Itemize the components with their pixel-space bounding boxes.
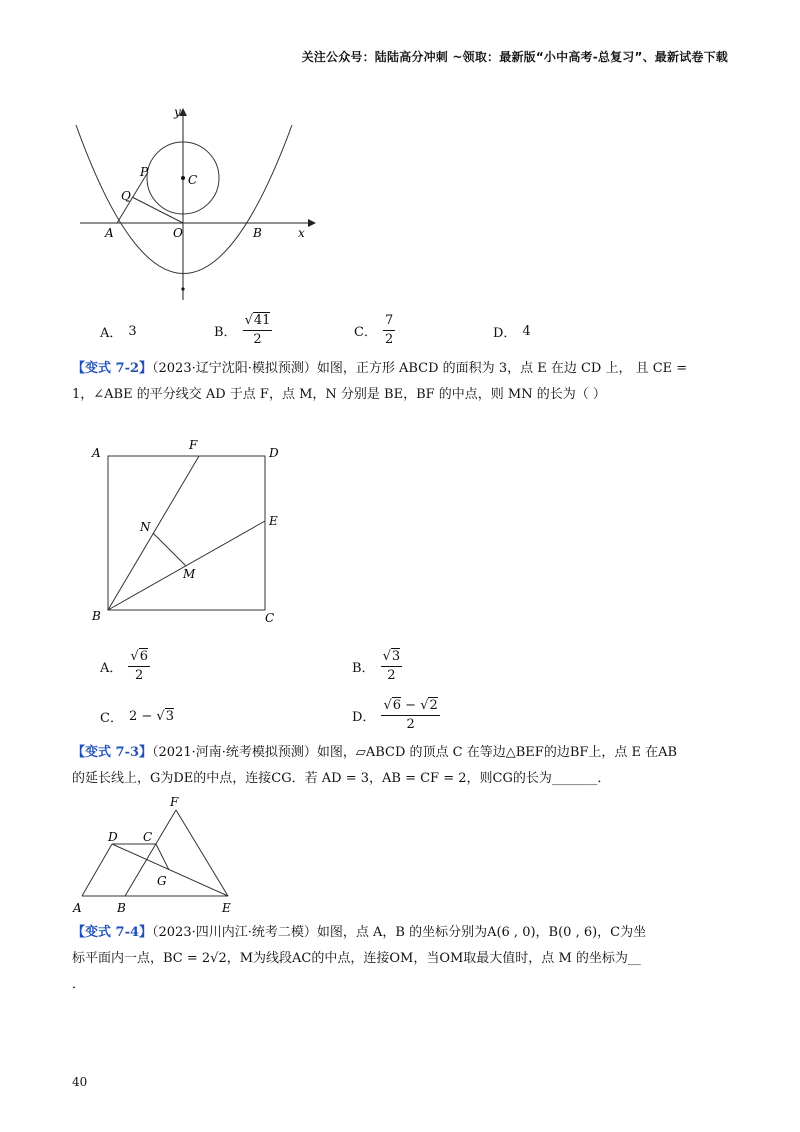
q1-option-d: D． 4 <box>493 324 531 341</box>
figure-parallelogram <box>70 796 250 918</box>
label-a: A <box>105 226 114 240</box>
point-bottom <box>181 287 184 290</box>
page-number: 40 <box>72 1075 88 1089</box>
x-arrow <box>308 219 316 227</box>
figure-square <box>86 436 296 631</box>
label-e: E <box>269 514 278 528</box>
q72-option-a: A． $\frac{√6}{2}$ <box>100 649 148 683</box>
label-f: F <box>189 438 198 452</box>
label-d: D <box>108 830 118 844</box>
label-d: D <box>269 446 279 460</box>
segment-be <box>108 521 265 610</box>
q72-option-b: B． $\frac{√3}{2}$ <box>352 649 401 683</box>
label-b: B <box>253 226 262 240</box>
q72-text: 【变式 7-2】（2023·辽宁沈阳·模拟预测）如图，正方形 ABCD 的面积为 3，点 E 在边 CD 上， 且 CE = 1，∠ABE 的平分线交 AD 于点 F，点 M，N 分别是 BE，BF 的中点，则 MN 的长为（ ） <box>72 361 688 402</box>
label-f: F <box>170 796 179 809</box>
q1-option-b: B． $\frac{√41}{2}$ <box>214 313 271 347</box>
q72-option-c: C． 2 − √3 <box>100 709 174 726</box>
segment-nm <box>153 533 186 566</box>
label-c: C <box>265 611 275 625</box>
label-a: A <box>73 901 82 915</box>
q1-option-c: C． $\frac{7}{2}$ <box>354 313 394 347</box>
q74-text: 【变式 7-4】（2023·四川内江·统考二模）如图，点 A，B 的坐标分别为A(6 , 0)，B(0 , 6)，C为坐 标平面内一点，BC = 2√2，M为线段AC的中点，连接OM，当OM取最大值时，点 M 的坐标为__ ． <box>72 925 647 992</box>
label-n: N <box>140 520 151 534</box>
label-c: C <box>143 830 153 844</box>
segment-fe <box>176 810 228 896</box>
label-o: O <box>173 226 183 240</box>
q73-tag: 【变式 7-3】 <box>72 745 153 760</box>
segment-qo <box>132 197 183 223</box>
page-header: 关注公众号：陆陆高分冲刺 ~领取：最新版“小中高考-总复习”、最新试卷下载 <box>301 50 728 64</box>
label-q: Q <box>121 189 131 203</box>
figure-parabola-circle <box>70 100 320 310</box>
q72-option-d: D． $\frac{√6 - √2}{2}$ <box>352 698 438 732</box>
q72-tag: 【变式 7-2】 <box>72 361 153 376</box>
label-b: B <box>92 609 101 623</box>
q1-option-a: A． 3 <box>100 324 137 341</box>
square-abcd <box>108 456 265 610</box>
point-c <box>181 176 185 180</box>
label-m: M <box>183 567 196 581</box>
label-g: G <box>157 874 167 888</box>
parabola <box>76 125 292 274</box>
label-x: x <box>298 226 305 240</box>
label-p: P <box>140 165 149 179</box>
q74-tag: 【变式 7-4】 <box>72 925 153 940</box>
label-c: C <box>188 173 198 187</box>
label-e: E <box>222 901 231 915</box>
label-a: A <box>92 446 101 460</box>
segment-ad <box>82 844 112 896</box>
label-b: B <box>117 901 126 915</box>
q73-text: 【变式 7-3】（2021·河南·统考模拟预测）如图，▱ABCD 的顶点 C 在等边△BEF的边BF上，点 E 在AB 的延长线上，G为DE的中点，连接CG．若 AD = 3，AB = CF = 2，则CG的长为_______． <box>72 745 678 786</box>
label-y: y <box>174 105 181 119</box>
